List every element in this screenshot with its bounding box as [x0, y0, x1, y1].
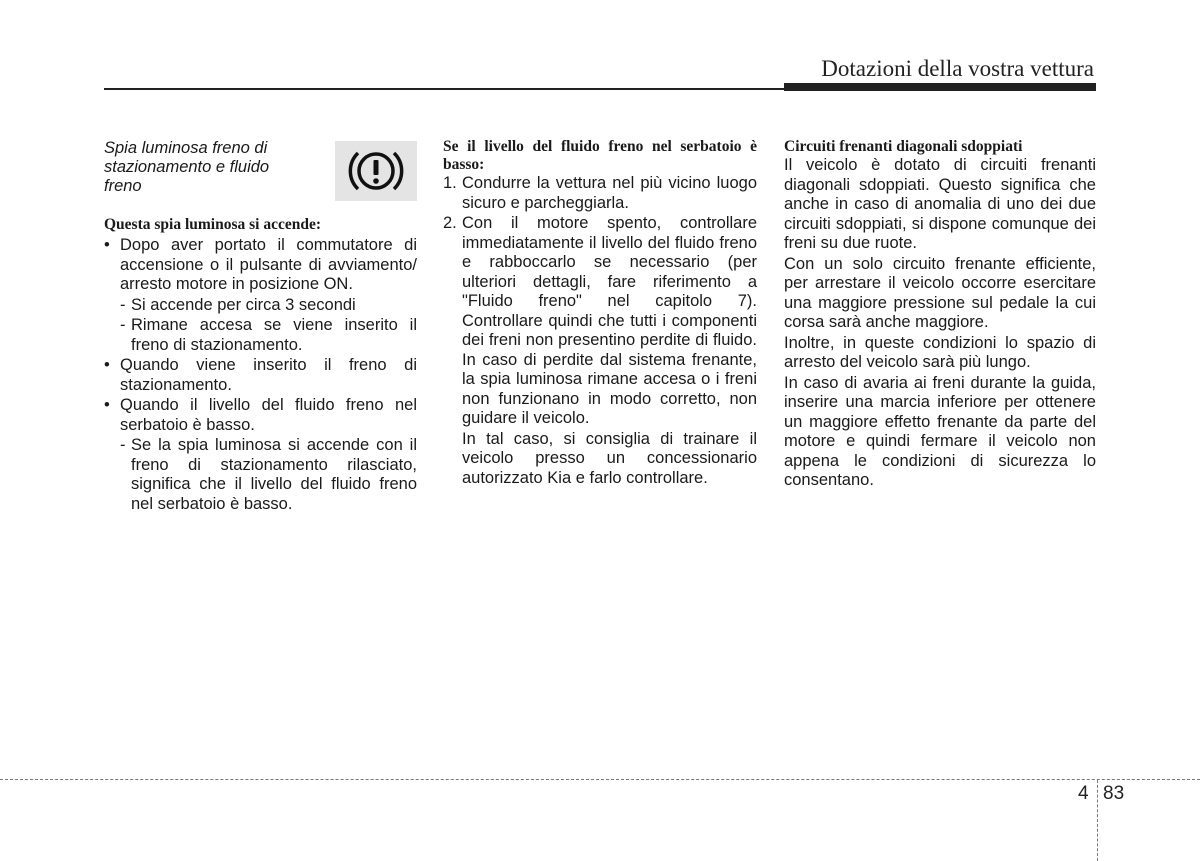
numbered-item-text: Condurre la vettura nel più vicino luogo sicuro e parcheggiarla.: [462, 174, 757, 212]
sub-list-item-text: Se la spia luminosa si accende con il freno di stazionamento rilasciato, significa che il livello del fluido freno nel serbatoio è basso.: [131, 436, 417, 513]
header-divider-thin: [104, 88, 786, 90]
chapter-number: 4: [1078, 783, 1089, 804]
list-item-text: Quando il livello del fluido freno nel serbatoio è basso.: [120, 396, 417, 434]
column-3: [784, 138, 1096, 492]
bullet-mark: •: [104, 396, 110, 414]
sub-list-item: [104, 316, 417, 355]
section-heading: Se il livello del fluido freno nel serbatoio è basso:: [443, 138, 757, 173]
numbered-item-text: Con il motore spento, controllare immediatamente il livello del fluido freno e rabboccarlo se necessario (per ulteriori dettagli, fare riferimento a "Fluido freno" nel capitolo 7). Controllare quindi che tutti i componenti dei freni non presentino perdite di fluido. In caso di perdite dal sistema frenante, la spia luminosa rimane accesa o i freni non funzionano in modo corretto, non guidare il veicolo.: [462, 214, 757, 427]
warning-light-title: Spia luminosa freno di stazionamento e fluido freno: [104, 139, 270, 195]
warning-icon-box: [335, 141, 417, 201]
dash-mark: -: [120, 316, 126, 334]
sub-list-item-text: Rimane accesa se viene inserito il freno di stazionamento.: [131, 316, 417, 354]
sub-list-item-text: Si accende per circa 3 secondi: [131, 295, 356, 314]
column-1: [104, 138, 417, 515]
list-item: [104, 236, 417, 295]
footer-divider: [0, 779, 1200, 780]
number-mark: 1.: [443, 174, 457, 192]
paragraph: Inoltre, in queste condizioni lo spazio di arresto del veicolo sarà più lungo.: [784, 333, 1096, 371]
page-header-title: Dotazioni della vostra vettura: [821, 56, 1094, 81]
number-mark: 2.: [443, 214, 457, 232]
sub-list-item: [104, 436, 417, 514]
paragraph: Il veicolo è dotato di circuiti frenanti diagonali sdoppiati. Questo significa che anche in caso di anomalia di uno dei due circuiti sdoppiati, si dispone comunque dei freni su due ruote.: [784, 156, 1096, 252]
page-number: 83: [1103, 783, 1125, 804]
sub-list-item: [104, 296, 417, 316]
paragraph: Con un solo circuito frenante efficiente, per arrestare il veicolo occorre esercitare una maggiore pressione sul pedale la cui corsa sarà anche maggiore.: [784, 254, 1096, 331]
numbered-item: [443, 214, 757, 429]
header-divider-thick: [784, 83, 1096, 91]
list-item-text: Dopo aver portato il commutatore di accensione o il pulsante di avviamento/ arresto motore in posizione ON.: [120, 236, 417, 293]
list-item-text: Quando viene inserito il freno di stazionamento.: [120, 356, 417, 394]
brake-warning-icon: [344, 145, 408, 197]
section-heading: Questa spia luminosa si accende:: [104, 216, 322, 233]
numbered-item: [443, 174, 757, 213]
list-item: [104, 396, 417, 435]
dash-mark: -: [120, 436, 126, 454]
section-heading: Circuiti frenanti diagonali sdoppiati: [784, 138, 1023, 155]
paragraph: In tal caso, si consiglia di trainare il veicolo presso un concessionario autorizzato Kia e farlo controllare.: [462, 429, 757, 487]
dash-mark: -: [120, 295, 126, 314]
list-item: [104, 356, 417, 395]
column-2: [443, 138, 757, 488]
bullet-mark: •: [104, 356, 110, 374]
footer-vertical-divider: [1097, 780, 1098, 861]
paragraph: In caso di avaria ai freni durante la guida, inserire una marcia inferiore per ottenere un maggiore effetto frenante da parte del motore e quindi fermare il veicolo non appena le condizioni di sicurezza lo consentano.: [784, 373, 1096, 489]
bullet-mark: •: [104, 236, 110, 254]
